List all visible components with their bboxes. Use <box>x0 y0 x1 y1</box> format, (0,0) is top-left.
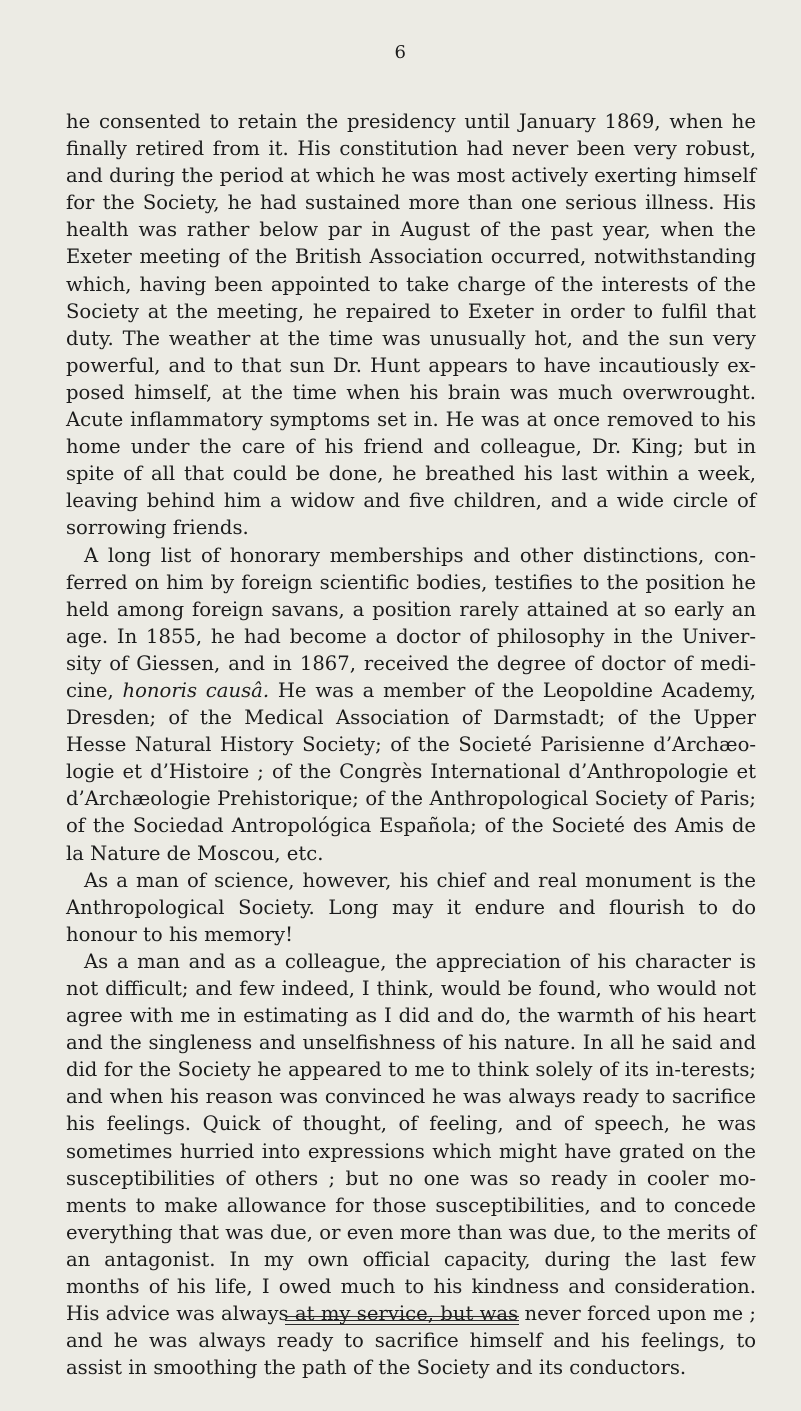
paragraph-text: As a man and as a colleague, the appreciation of his character is not difficult; and few indeed, I think, would be found, who would not agree with me in estimating as I did and do, the warmth of his heart and the singleness and unselfishness of his nature. In all he said and did for the Society he appeared to me to think solely of its in-terests; and when his reason was convinced he was always ready to sacrifice his feelings. Quick of thought, of feeling, and of speech, he was sometimes hurried into expressions which might have grated on the susceptibilities of others ; but no one was so ready in cooler mo-ments to make allowance for those susceptibilities, and to concede everything that was due, or even more than was due, to the merits of an antagonist. In my own official capacity, during the last few months of his life, I owed much to his kindness and consideration. His advice was always at my service, but was never forced upon me ; and he was always ready to sacrifice himself and his feelings, to assist in smoothing the path of the Society and its conductors. <box>66 949 756 1380</box>
body-text <box>66 108 756 1381</box>
paragraph <box>66 867 756 948</box>
paragraph <box>66 542 756 867</box>
paragraph-text: He was a member of the Leopoldine Academy, Dresden; of the Medical Association of Darmstadt; of the Upper Hesse Natural History Society; of the Societé Parisienne d’Archæo-logie et d’Histoire ; of the Congrès International d’Anthropologie et d’Archæologie Prehistorique; of the Anthropological Society of Paris; of the Sociedad Antropológica Española; of the Societé des Amis de la Nature de Moscou, etc. <box>66 678 756 865</box>
section-divider <box>285 1320 519 1321</box>
section-divider <box>285 1316 519 1317</box>
paragraph-text: As a man of science, however, his chief and real monument is the Anthropological Society. Long may it endure and flourish to do honour to his memory! <box>66 868 756 946</box>
page-number: 6 <box>394 42 407 63</box>
section-divider <box>285 1324 519 1325</box>
latin-phrase: honoris causâ. <box>122 678 270 702</box>
paragraph-text: A long list of honorary memberships and other distinctions, con-ferred on him by foreign scientific bodies, testifies to the position he held among foreign savans, a position rarely attained at so early an age. In 1855, he had become a doctor of philosophy in the Univer-sity of Giessen, and in 1867, received the degree of doctor of medi-cine, <box>66 543 756 702</box>
paragraph <box>66 108 756 542</box>
paragraph-text: he consented to retain the presidency until January 1869, when he finally retired from it. His constitution had never been very robust, and during the period at which he was most actively exerting himself for the Society, he had sustained more than one serious illness. His health was rather below par in August of the past year, when the Exeter meeting of the British Association occurred, notwithstanding which, having been appointed to take charge of the interests of the Society at the meeting, he repaired to Exeter in order to fulfil that duty. The weather at the time was unusually hot, and the sun very powerful, and to that sun Dr. Hunt appears to have incautiously ex-posed himself, at the time when his brain was much overwrought. Acute inflammatory symptoms set in. He was at once removed to his home under the care of his friend and colleague, Dr. King; but in spite of all that could be done, he breathed his last within a week, leaving behind him a widow and five children, and a wide circle of sorrowing friends. <box>66 110 756 540</box>
